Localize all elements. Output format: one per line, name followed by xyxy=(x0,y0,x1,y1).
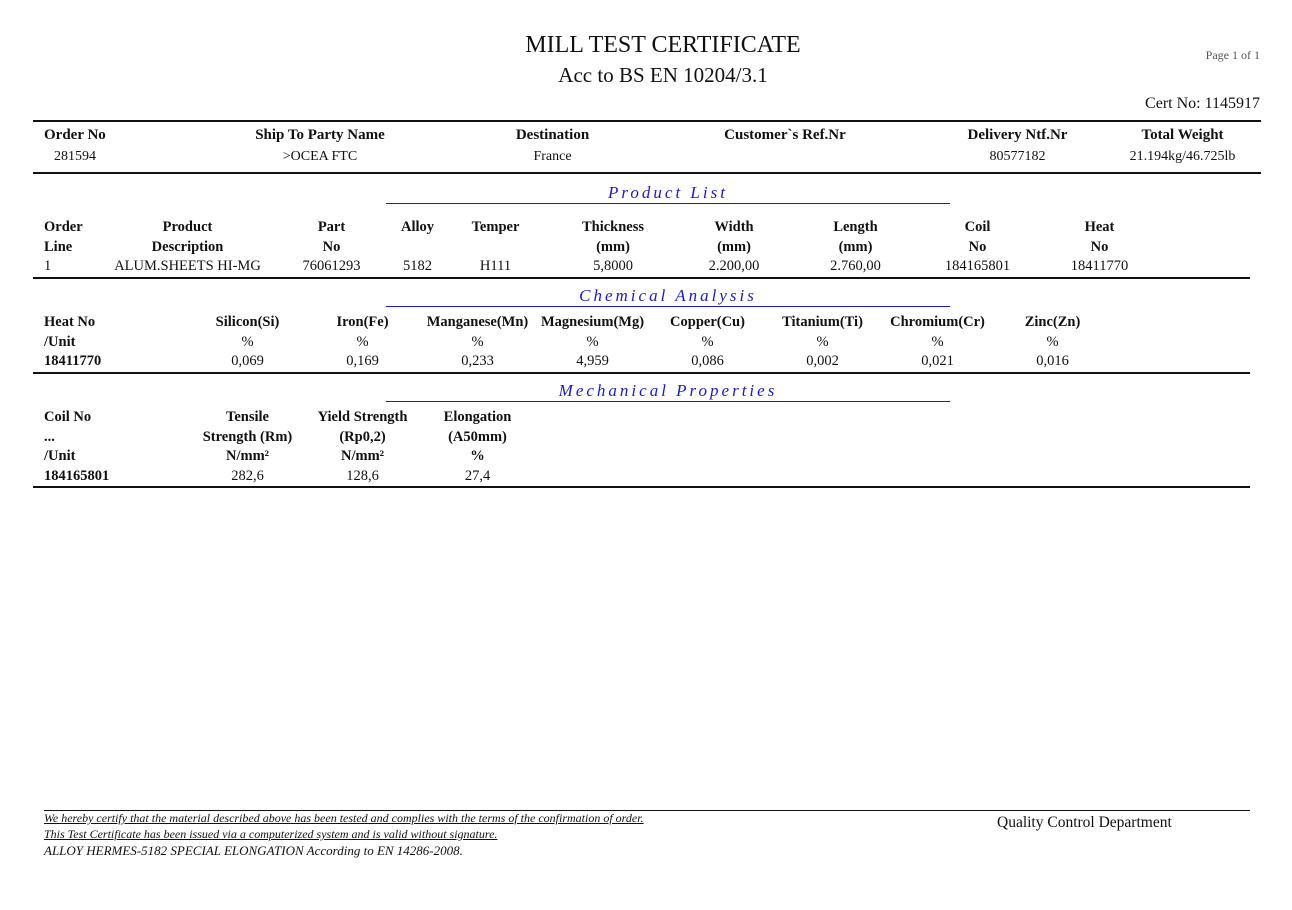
table-cell: 0,169 xyxy=(346,353,379,369)
product-col-header: Coil xyxy=(964,219,991,235)
product-col-header: (mm) xyxy=(596,238,630,255)
product-col-header: Length xyxy=(833,219,878,235)
product-col-header xyxy=(387,238,448,258)
chemical-col-header: % xyxy=(1046,333,1059,350)
table-cell: 0,069 xyxy=(231,353,264,369)
chemical-col-header: Titanium(Ti) xyxy=(782,314,863,330)
product-col-header: Description xyxy=(151,238,224,255)
mechanical-col-header: N/mm² xyxy=(225,448,269,464)
validity-statement: This Test Certificate has been issued via a computerized system and is valid without signature. xyxy=(44,827,498,841)
total-weight-header: Total Weight xyxy=(1141,127,1224,143)
mechanical-col-header: N/mm² xyxy=(340,448,384,464)
quality-control-department: Quality Control Department xyxy=(997,814,1172,831)
mechanical-properties-underline xyxy=(386,401,950,402)
product-col-header: Line xyxy=(44,238,73,255)
customer-ref-header: Customer`s Ref.Nr xyxy=(724,127,846,143)
destination-header: Destination xyxy=(515,127,590,143)
chemical-analysis-table xyxy=(44,313,1110,372)
delivery-ntf-header: Delivery Ntf.Nr xyxy=(967,127,1068,143)
table-cell: 0,002 xyxy=(806,353,839,369)
product-list-underline xyxy=(386,203,950,204)
order-no-value: 281594 xyxy=(54,149,96,164)
mechanical-col-header: (A50mm) xyxy=(448,428,507,445)
table-row xyxy=(44,352,1110,372)
product-col-header: No xyxy=(1090,238,1109,255)
mechanical-col-header: % xyxy=(470,448,485,464)
table-cell: 1 xyxy=(44,258,52,274)
product-col-header: Heat xyxy=(1084,219,1115,235)
mechanical-col-header: Strength (Rm) xyxy=(202,428,293,445)
product-col-header: Part xyxy=(317,219,346,235)
mechanical-col-header: /Unit xyxy=(44,448,76,464)
chemical-col-header: % xyxy=(241,333,254,350)
table-cell: 0,086 xyxy=(691,353,724,369)
divider-mechanical xyxy=(33,486,1250,488)
table-cell: 5,8000 xyxy=(593,258,633,274)
chemical-col-header: Chromium(Cr) xyxy=(890,314,985,330)
mechanical-col-header: Tensile xyxy=(226,409,269,425)
chemical-col-header: Manganese(Mn) xyxy=(426,314,529,330)
table-cell: 18411770 xyxy=(1070,258,1129,274)
table-cell: 184165801 xyxy=(944,258,1011,274)
product-col-header: No xyxy=(968,238,987,255)
product-col-header: No xyxy=(322,238,341,255)
order-no-header: Order No xyxy=(44,127,106,143)
product-col-header xyxy=(448,238,543,258)
chemical-header-row-1 xyxy=(44,313,1110,333)
table-cell: H111 xyxy=(479,258,512,274)
document-subtitle: Acc to BS EN 10204/3.1 xyxy=(558,63,768,87)
product-col-header: Temper xyxy=(471,219,520,235)
divider-product xyxy=(33,277,1250,279)
table-cell: 76061293 xyxy=(302,258,361,274)
table-cell: 184165801 xyxy=(44,467,110,484)
chemical-col-header: Iron(Fe) xyxy=(336,314,389,330)
page-indicator: Page 1 of 1 xyxy=(1205,48,1260,62)
delivery-ntf-value: 80577182 xyxy=(989,149,1046,164)
mechanical-properties-table xyxy=(44,408,535,486)
mechanical-header-row-2 xyxy=(44,428,535,448)
product-col-header: Product xyxy=(162,219,213,235)
certification-statement: We hereby certify that the material described above has been tested and complies with the terms of the confirmation of order. xyxy=(44,811,644,825)
product-col-header: (mm) xyxy=(717,238,751,255)
chemical-col-header: Magnesium(Mg) xyxy=(540,314,645,330)
table-cell: 4,959 xyxy=(576,353,609,369)
chemical-analysis-title: Chemical Analysis xyxy=(579,286,757,305)
product-col-header: Alloy xyxy=(400,219,435,235)
table-cell: 18411770 xyxy=(44,353,102,369)
table-cell: 128,6 xyxy=(346,467,379,484)
table-row xyxy=(44,467,535,487)
product-list-title: Product List xyxy=(608,183,728,202)
chemical-col-header: /Unit xyxy=(44,333,76,350)
mechanical-col-header: (Rp0,2) xyxy=(339,428,386,445)
table-row xyxy=(44,257,1170,277)
total-weight-value: 21.194kg/46.725lb xyxy=(1129,149,1236,164)
chemical-col-header: % xyxy=(816,333,829,350)
cert-number: Cert No: 1145917 xyxy=(1145,95,1260,112)
chemical-col-header: % xyxy=(701,333,714,350)
table-cell: 2.760,00 xyxy=(830,258,881,274)
ship-to-value: >OCEA FTC xyxy=(282,149,358,164)
document-title: MILL TEST CERTIFICATE xyxy=(525,32,801,58)
product-list-table xyxy=(44,218,1170,277)
table-cell: 0,233 xyxy=(461,353,494,369)
table-cell: 0,016 xyxy=(1036,353,1069,369)
chemical-analysis-underline xyxy=(386,306,950,307)
ship-to-header: Ship To Party Name xyxy=(255,127,385,143)
divider-chemical xyxy=(33,372,1250,374)
product-col-header: Thickness xyxy=(581,219,645,235)
destination-value: France xyxy=(533,149,572,164)
mechanical-col-header: Coil No xyxy=(44,409,92,425)
mechanical-properties-title: Mechanical Properties xyxy=(558,381,778,400)
chemical-col-header: Silicon(Si) xyxy=(215,314,280,330)
chemical-col-header: % xyxy=(586,333,599,350)
product-header-row-2 xyxy=(44,238,1170,258)
product-col-header: Order xyxy=(44,219,83,235)
chemical-col-header: Heat No xyxy=(44,314,96,330)
mechanical-col-header: ... xyxy=(44,428,55,445)
chemical-col-header: % xyxy=(356,333,369,350)
mechanical-header-row-1 xyxy=(44,408,535,428)
mechanical-col-header: Elongation xyxy=(443,409,512,425)
table-cell: 27,4 xyxy=(464,467,491,484)
chemical-col-header: Zinc(Zn) xyxy=(1024,314,1081,330)
table-cell: 282,6 xyxy=(231,467,264,484)
table-cell: ALUM.SHEETS HI-MG xyxy=(114,258,261,274)
divider-order xyxy=(33,172,1261,174)
chemical-col-header: Copper(Cu) xyxy=(670,314,745,330)
divider-top xyxy=(33,120,1261,122)
chemical-col-header: % xyxy=(931,333,944,350)
mechanical-header-row-3 xyxy=(44,447,535,467)
table-cell: 2.200,00 xyxy=(708,258,760,274)
chemical-header-row-2 xyxy=(44,333,1110,353)
mechanical-col-header: Yield Strength xyxy=(317,409,408,425)
alloy-note: ALLOY HERMES-5182 SPECIAL ELONGATION According to EN 14286-2008. xyxy=(44,843,463,858)
chemical-col-header: % xyxy=(471,333,484,350)
product-col-header: Width xyxy=(714,219,754,235)
table-cell: 5182 xyxy=(403,258,432,274)
product-header-row-1 xyxy=(44,218,1170,238)
product-col-header: (mm) xyxy=(838,238,873,255)
table-cell: 0,021 xyxy=(921,353,954,369)
